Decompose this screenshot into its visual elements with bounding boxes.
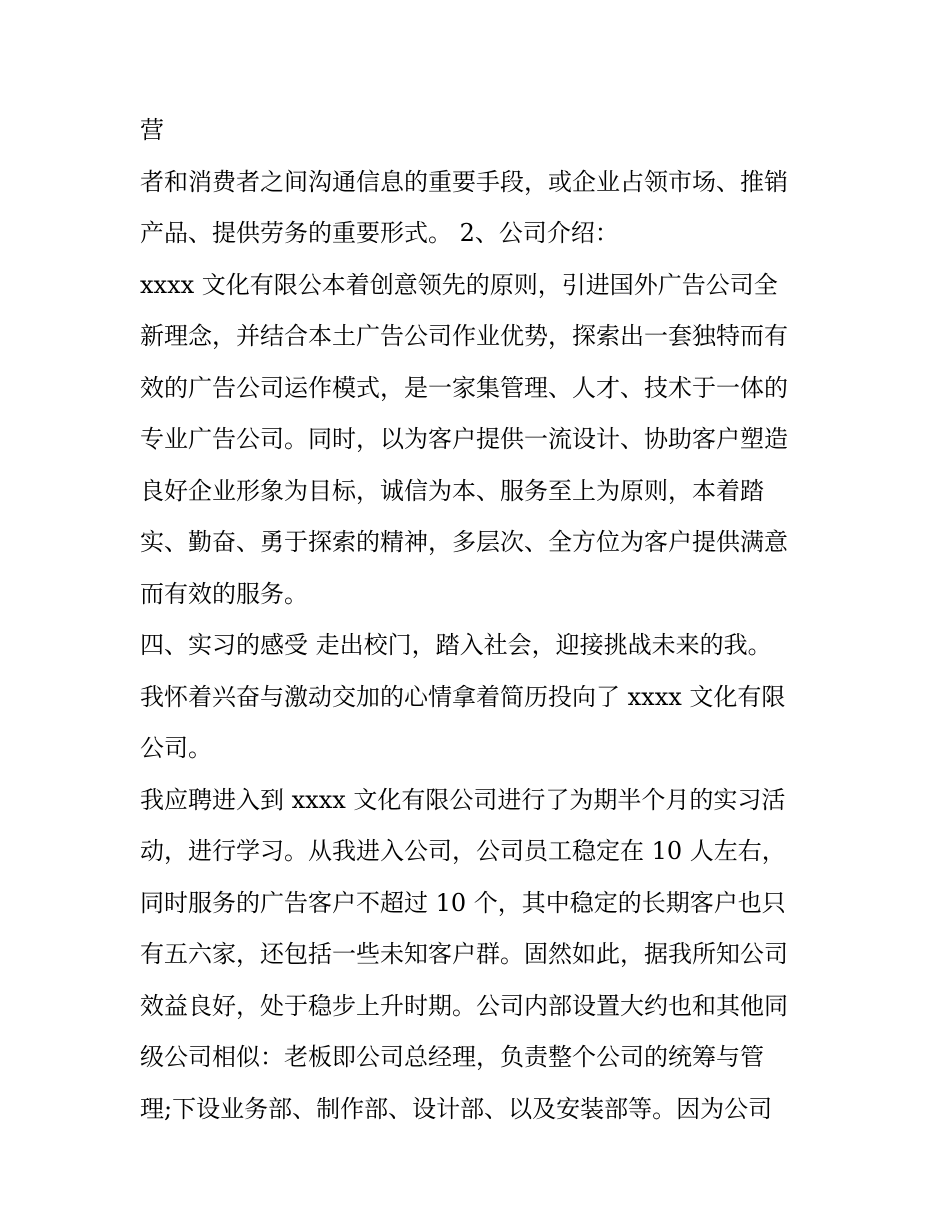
text-line: 专业广告公司。同时，以为客户提供一流设计、协助客户塑造 bbox=[140, 425, 788, 453]
text-line: 级公司相似：老板即公司总经理，负责整个公司的统筹与管 bbox=[140, 1043, 764, 1071]
text-line: 同时服务的广告客户不超过 10 个，其中稳定的长期客户也只 bbox=[140, 888, 786, 917]
text-line: 新理念，并结合本土广告公司作业优势，探索出一套独特而有 bbox=[140, 322, 788, 350]
text-line: 公司。 bbox=[140, 734, 212, 762]
text-line: 理;下设业务部、制作部、设计部、以及安装部等。因为公司 bbox=[140, 1094, 773, 1123]
text-line: 营 bbox=[140, 116, 164, 144]
text-line: 四、实习的感受 走出校门，踏入社会，迎接挑战未来的我。 bbox=[140, 631, 772, 659]
text-line: 有五六家，还包括一些未知客户群。固然如此，据我所知公司 bbox=[140, 940, 788, 968]
text-line: 我应聘进入到 xxxx 文化有限公司进行了为期半个月的实习活 bbox=[140, 785, 786, 814]
text-line: 我怀着兴奋与激动交加的心情拿着简历投向了 xxxx 文化有限 bbox=[140, 682, 786, 711]
text-line: 实、勤奋、勇于探索的精神，多层次、全方位为客户提供满意 bbox=[140, 528, 788, 556]
text-line: 动，进行学习。从我进入公司，公司员工稳定在 10 人左右， bbox=[140, 837, 786, 865]
text-line: xxxx 文化有限公本着创意领先的原则，引进国外广告公司全 bbox=[140, 270, 778, 299]
text-line: 者和消费者之间沟通信息的重要手段，或企业占领市场、推销 bbox=[140, 167, 788, 196]
text-line: 效益良好，处于稳步上升时期。公司内部设置大约也和其他同 bbox=[140, 991, 788, 1020]
text-line: 效的广告公司运作模式，是一家集管理、人才、技术于一体的 bbox=[140, 373, 788, 402]
body-text bbox=[140, 110, 820, 1140]
text-line: 产品、提供劳务的重要形式。 2、公司介绍： bbox=[140, 219, 619, 247]
text-line: 良好企业形象为目标，诚信为本、服务至上为原则，本着踏 bbox=[140, 476, 764, 505]
text-line: 而有效的服务。 bbox=[140, 579, 308, 608]
